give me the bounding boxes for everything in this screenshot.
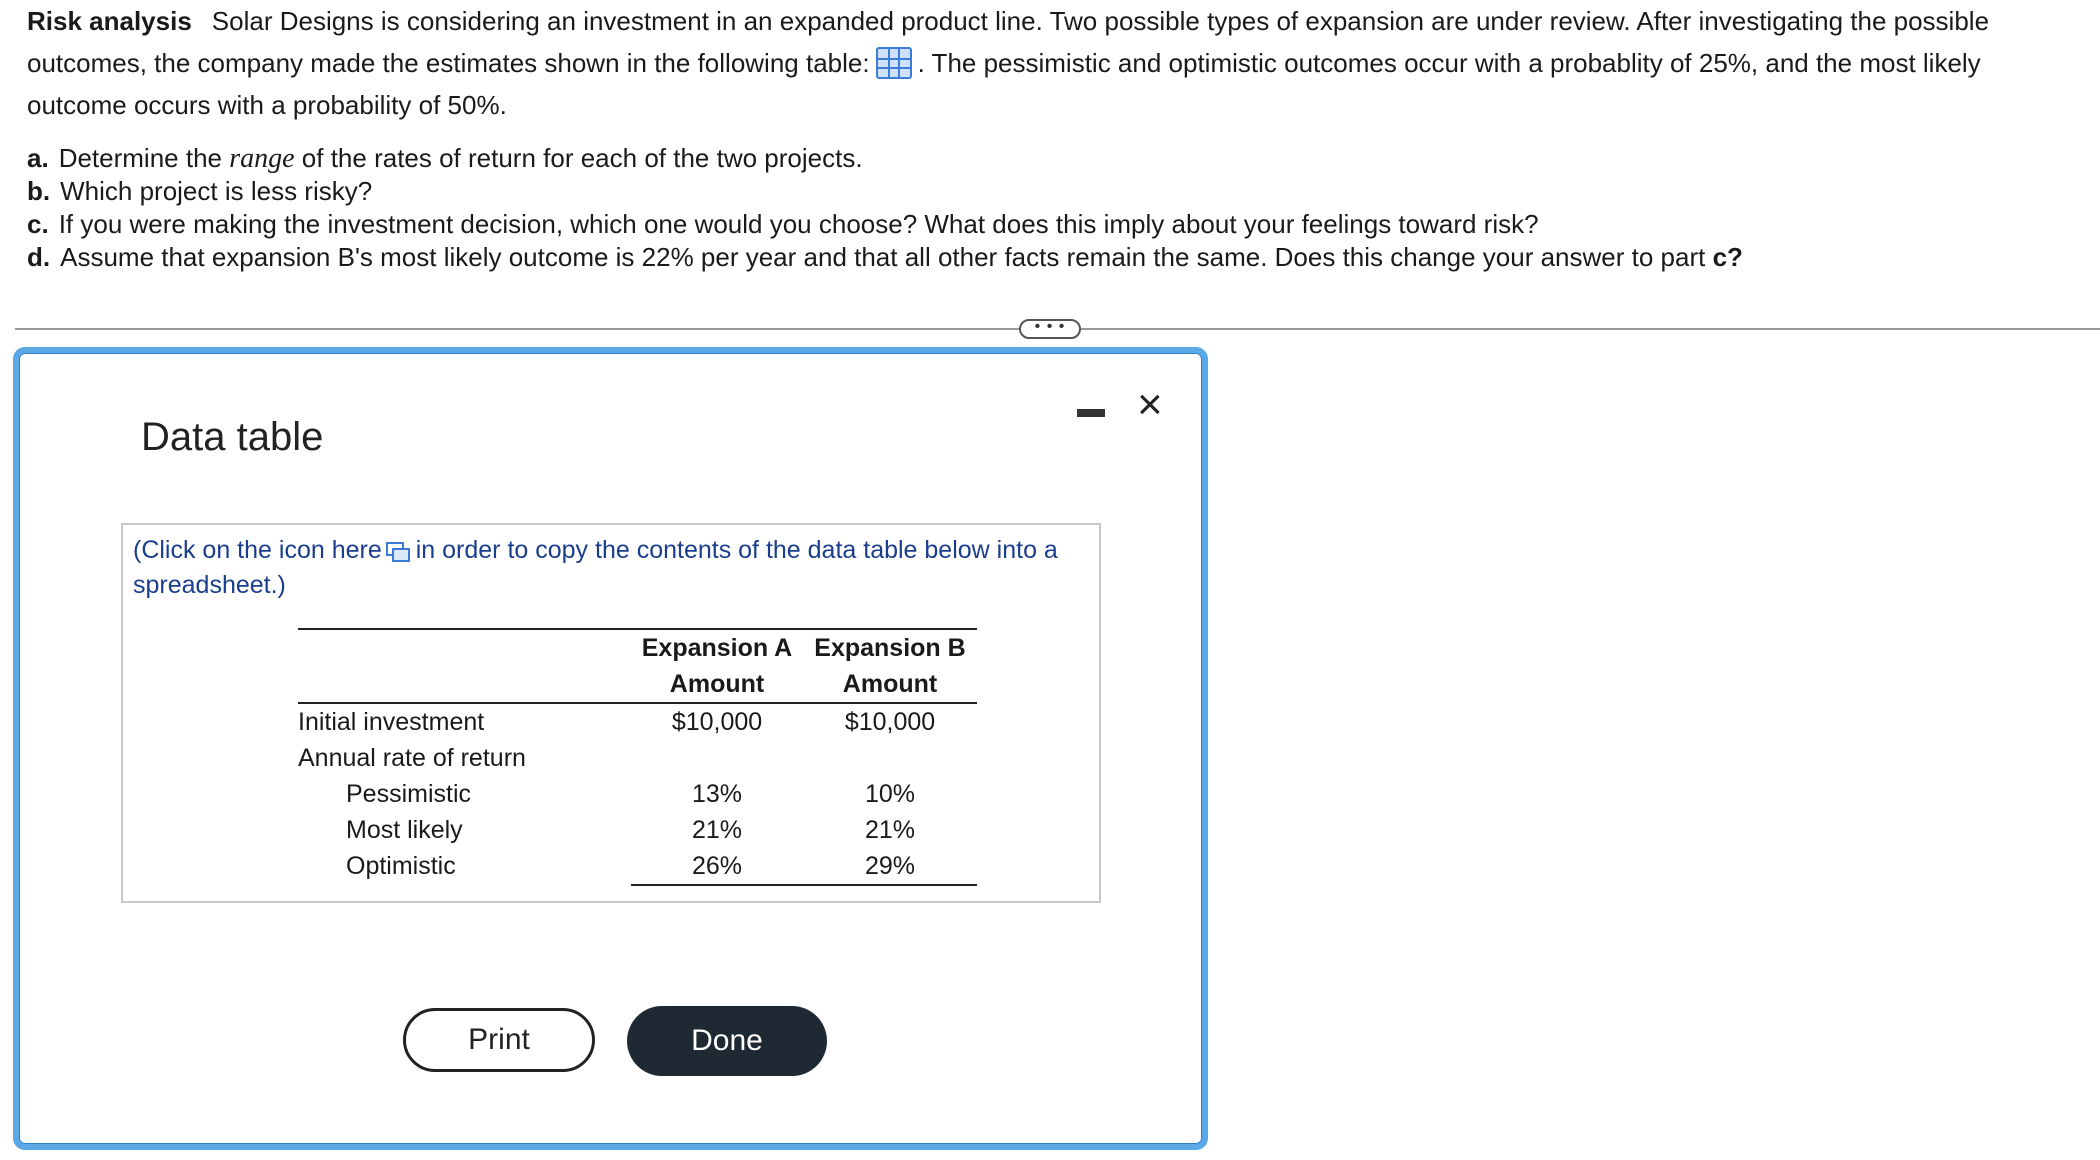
copy-note-text-after: in order to copy the contents of the data table below into a spreadsheet.) <box>133 536 1058 599</box>
copy-note-text: (Click on the icon here <box>133 536 382 564</box>
table-row <box>298 776 977 812</box>
part-a-text: Determine the <box>58 143 222 173</box>
cell-b: 29% <box>803 848 977 885</box>
done-button[interactable]: Done <box>627 1006 827 1076</box>
cell-a: $10,000 <box>671 707 763 736</box>
dialog-title: Data table <box>141 415 324 459</box>
problem-text-1: Solar Designs is considering an investment in an expanded product line. Two possible types of expansion are under review. After investigating the possible outcomes, the company made the estimates shown in the following table: <box>27 6 1990 78</box>
cell-b: 21% <box>864 815 916 844</box>
part-d-text: Assume that expansion B's most likely outcome is 22% per year and that all other facts remain the same. Does this change your answer to part <box>60 242 1706 272</box>
problem-statement <box>27 0 2087 126</box>
data-table-box <box>121 523 1101 903</box>
header-expansion-a: Expansion A <box>631 629 803 666</box>
header-blank <box>298 629 631 666</box>
cell-b <box>803 740 977 776</box>
cell-a: 26% <box>631 848 803 885</box>
table-grid-icon[interactable] <box>876 47 912 79</box>
row-label: Most likely <box>346 815 463 844</box>
cell-b: 10% <box>864 779 916 808</box>
part-c-text: If you were making the investment decision, which one would you choose? What does this imply about your feelings toward risk? <box>58 209 1539 239</box>
problem-text-2: . The pessimistic and optimistic outcomes occur with a probablity of 25%, and the most likely outcome occurs with a probability of 50%. <box>27 48 1981 120</box>
minimize-icon[interactable] <box>1077 409 1105 417</box>
row-label: Optimistic <box>346 852 456 880</box>
subheader-amount-a: Amount <box>631 666 803 703</box>
print-button[interactable]: Print <box>403 1008 595 1072</box>
subheader-amount-b: Amount <box>803 666 977 703</box>
cell-a: 21% <box>691 815 743 844</box>
table-header-row <box>298 629 977 666</box>
part-d-bold: c? <box>1712 242 1743 272</box>
header-expansion-b: Expansion B <box>803 629 977 666</box>
cell-b: $10,000 <box>844 707 936 736</box>
cell-a: 13% <box>691 779 743 808</box>
table-subheader-row <box>298 666 977 703</box>
part-b-text: Which project is less risky? <box>60 176 373 206</box>
row-label: Pessimistic <box>346 779 472 808</box>
part-a-emphasis: range <box>229 143 295 174</box>
part-a-text-after: of the rates of return for each of the two projects. <box>301 143 863 173</box>
part-c <box>27 208 1753 241</box>
row-label: Annual rate of return <box>298 743 526 772</box>
data-table-dialog <box>13 347 1208 1150</box>
part-b <box>27 175 1753 208</box>
cell-a <box>631 740 803 776</box>
question-parts <box>27 142 1753 274</box>
subheader-blank <box>298 666 631 703</box>
problem-title: Risk analysis <box>27 6 192 36</box>
part-d <box>27 241 1753 274</box>
part-b-letter: b. <box>27 176 51 206</box>
table-row <box>298 848 977 885</box>
table-row <box>298 740 977 776</box>
part-d-letter: d. <box>27 242 51 272</box>
copy-note <box>133 533 1073 603</box>
table-row <box>298 812 977 848</box>
more-options-button[interactable]: • • • <box>1019 319 1081 339</box>
part-c-letter: c. <box>27 209 49 239</box>
data-table <box>298 628 977 886</box>
part-a <box>27 142 1753 175</box>
part-a-letter: a. <box>27 143 49 173</box>
close-icon[interactable]: × <box>1137 380 1163 429</box>
table-row <box>298 703 977 740</box>
row-label: Initial investment <box>298 707 485 736</box>
copy-to-spreadsheet-icon[interactable] <box>386 542 408 560</box>
